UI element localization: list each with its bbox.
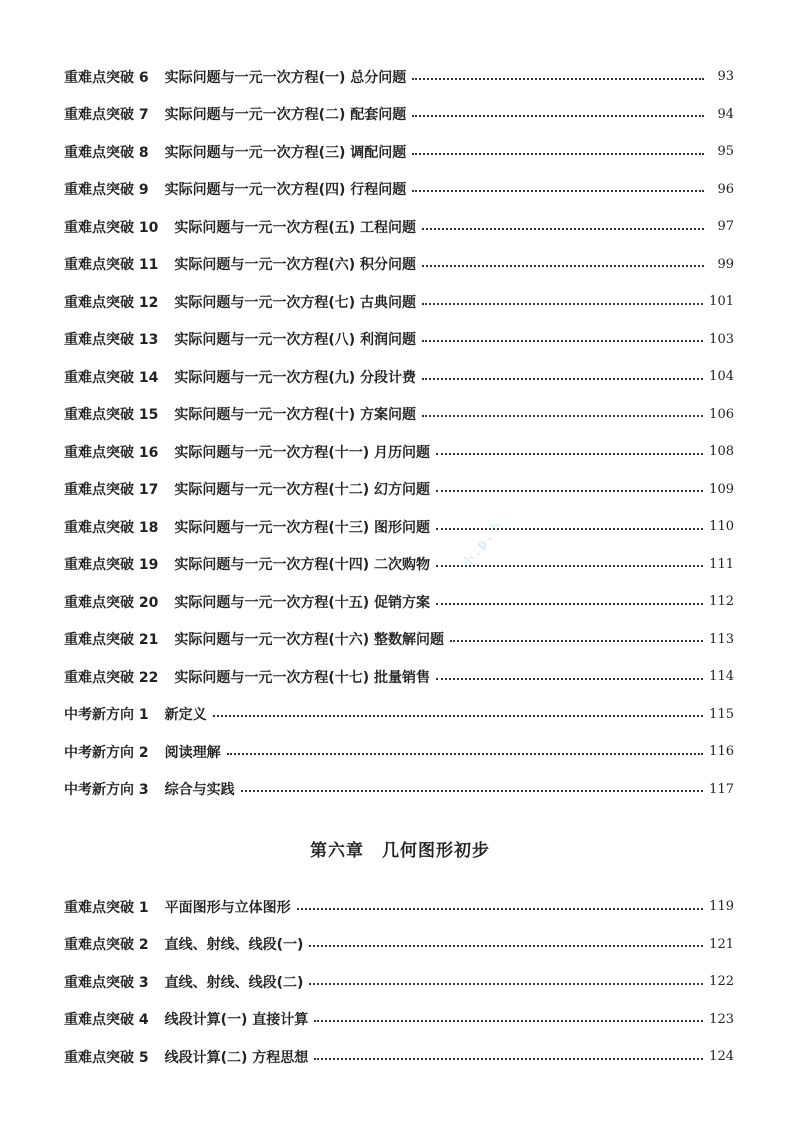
entry-page-number: 114 (709, 669, 734, 685)
chapter-name: 几何图形初步 (382, 841, 490, 861)
entry-title: 综合与实践 (164, 782, 235, 799)
entry-page-number: 119 (709, 899, 734, 915)
entry-label: 重难点突破 3 (64, 974, 149, 991)
toc-entry[interactable] (64, 433, 734, 471)
entry-label: 重难点突破 15 (64, 407, 159, 424)
entry-page-number: 97 (717, 219, 734, 235)
chapter-number: 第六章 (310, 841, 364, 861)
toc-entry[interactable] (64, 733, 734, 771)
entry-title: 平面图形与立体图形 (164, 899, 291, 916)
entry-page-number: 111 (709, 556, 734, 572)
entry-label: 重难点突破 16 (64, 444, 159, 461)
entry-label: 重难点突破 12 (64, 294, 159, 311)
toc-entry[interactable] (64, 621, 734, 659)
entry-label: 重难点突破 8 (64, 144, 149, 161)
dot-leader (412, 190, 704, 192)
dot-leader (309, 945, 703, 947)
dot-leader (422, 265, 704, 267)
entry-label: 重难点突破 2 (64, 937, 149, 954)
entry-page-number: 109 (709, 481, 734, 497)
entry-page-number: 116 (709, 744, 734, 760)
entry-label: 重难点突破 13 (64, 332, 159, 349)
entry-label: 重难点突破 19 (64, 557, 159, 574)
entry-page-number: 106 (709, 406, 734, 422)
toc-entry[interactable] (64, 1038, 734, 1076)
toc-entry[interactable] (64, 396, 734, 434)
entry-page-number: 101 (709, 294, 734, 310)
chapter-heading (0, 836, 800, 861)
dot-leader (213, 715, 704, 717)
toc-entry[interactable] (64, 246, 734, 284)
toc-entry[interactable] (64, 96, 734, 134)
entry-title: 实际问题与一元一次方程(十六) 整数解问题 (174, 632, 445, 649)
entry-title: 线段计算(二) 方程思想 (164, 1049, 309, 1066)
entry-label: 重难点突破 18 (64, 519, 159, 536)
entry-title: 实际问题与一元一次方程(十七) 批量销售 (174, 669, 431, 686)
entry-title: 实际问题与一元一次方程(十三) 图形问题 (174, 519, 431, 536)
entry-title: 实际问题与一元一次方程(五) 工程问题 (174, 219, 417, 236)
entry-title: 新定义 (164, 707, 207, 724)
entry-page-number: 121 (709, 936, 734, 952)
entry-page-number: 110 (709, 519, 734, 535)
entry-page-number: 115 (709, 706, 734, 722)
dot-leader (422, 415, 703, 417)
entry-page-number: 99 (717, 256, 734, 272)
dot-leader (436, 453, 703, 455)
entry-label: 重难点突破 1 (64, 899, 149, 916)
dot-leader (412, 78, 704, 80)
toc-entry[interactable] (64, 583, 734, 621)
entry-label: 重难点突破 7 (64, 107, 149, 124)
entry-label: 重难点突破 6 (64, 69, 149, 86)
toc-entry[interactable] (64, 1001, 734, 1039)
entry-label: 重难点突破 11 (64, 257, 159, 274)
dot-leader (422, 340, 703, 342)
entry-title: 实际问题与一元一次方程(七) 古典问题 (174, 294, 417, 311)
entry-title: 实际问题与一元一次方程(三) 调配问题 (164, 144, 407, 161)
dot-leader (412, 115, 704, 117)
toc-entry[interactable] (64, 171, 734, 209)
toc-entry[interactable] (64, 963, 734, 1001)
toc-entry[interactable] (64, 471, 734, 509)
entry-page-number: 95 (717, 144, 734, 160)
entry-page-number: 112 (709, 594, 734, 610)
entry-page-number: 113 (709, 631, 734, 647)
entry-label: 重难点突破 10 (64, 219, 159, 236)
entry-title: 实际问题与一元一次方程(一) 总分问题 (164, 69, 407, 86)
entry-label: 重难点突破 21 (64, 632, 159, 649)
entry-title: 实际问题与一元一次方程(九) 分段计费 (174, 369, 417, 386)
entry-label: 重难点突破 5 (64, 1049, 149, 1066)
dot-leader (412, 153, 704, 155)
dot-leader (422, 228, 704, 230)
entry-page-number: 122 (709, 974, 734, 990)
entry-label: 重难点突破 14 (64, 369, 159, 386)
toc-entry[interactable] (64, 771, 734, 809)
dot-leader (422, 303, 703, 305)
toc-entry[interactable] (64, 508, 734, 546)
entry-title: 实际问题与一元一次方程(二) 配套问题 (164, 107, 407, 124)
dot-leader (297, 908, 704, 910)
dot-leader (314, 1058, 703, 1060)
toc-entry[interactable] (64, 58, 734, 96)
toc-list-chapter-5 (64, 58, 734, 808)
entry-label: 重难点突破 20 (64, 594, 159, 611)
dot-leader (309, 983, 703, 985)
toc-entry[interactable] (64, 358, 734, 396)
dot-leader (436, 528, 703, 530)
dot-leader (227, 753, 704, 755)
entry-title: 实际问题与一元一次方程(六) 积分问题 (174, 257, 417, 274)
toc-entry[interactable] (64, 133, 734, 171)
entry-label: 重难点突破 22 (64, 669, 159, 686)
entry-page-number: 108 (709, 444, 734, 460)
entry-page-number: 93 (717, 69, 734, 85)
dot-leader (314, 1020, 703, 1022)
dot-leader (436, 678, 703, 680)
toc-entry[interactable] (64, 926, 734, 964)
entry-title: 实际问题与一元一次方程(四) 行程问题 (164, 182, 407, 199)
entry-label: 重难点突破 4 (64, 1012, 149, 1029)
toc-entry[interactable] (64, 208, 734, 246)
toc-entry[interactable] (64, 283, 734, 321)
toc-entry[interactable] (64, 321, 734, 359)
entry-title: 实际问题与一元一次方程(十) 方案问题 (174, 407, 417, 424)
entry-page-number: 104 (709, 369, 734, 385)
entry-title: 直线、射线、线段(一) (164, 937, 304, 954)
entry-title: 实际问题与一元一次方程(十二) 幻方问题 (174, 482, 431, 499)
entry-page-number: 117 (709, 781, 734, 797)
dot-leader (436, 565, 703, 567)
entry-label: 中考新方向 1 (64, 707, 149, 724)
entry-title: 直线、射线、线段(二) (164, 974, 304, 991)
entry-label: 重难点突破 17 (64, 482, 159, 499)
entry-label: 中考新方向 2 (64, 744, 149, 761)
entry-page-number: 103 (709, 331, 734, 347)
entry-page-number: 96 (717, 181, 734, 197)
entry-title: 实际问题与一元一次方程(十四) 二次购物 (174, 557, 431, 574)
entry-title: 线段计算(一) 直接计算 (164, 1012, 309, 1029)
watermark: 小.p.小 (459, 517, 505, 570)
entry-page-number: 94 (717, 106, 734, 122)
toc-entry[interactable] (64, 888, 734, 926)
entry-page-number: 124 (709, 1049, 734, 1065)
toc-entry[interactable] (64, 696, 734, 734)
toc-list-chapter-6 (64, 888, 734, 1076)
entry-page-number: 123 (709, 1011, 734, 1027)
dot-leader (422, 378, 703, 380)
entry-title: 阅读理解 (164, 744, 221, 761)
entry-label: 中考新方向 3 (64, 782, 149, 799)
entry-title: 实际问题与一元一次方程(八) 利润问题 (174, 332, 417, 349)
dot-leader (241, 790, 704, 792)
entry-title: 实际问题与一元一次方程(十五) 促销方案 (174, 594, 431, 611)
dot-leader (436, 603, 703, 605)
entry-title: 实际问题与一元一次方程(十一) 月历问题 (174, 444, 431, 461)
toc-entry[interactable] (64, 658, 734, 696)
dot-leader (436, 490, 703, 492)
toc-entry[interactable] (64, 546, 734, 584)
entry-label: 重难点突破 9 (64, 182, 149, 199)
dot-leader (450, 640, 703, 642)
